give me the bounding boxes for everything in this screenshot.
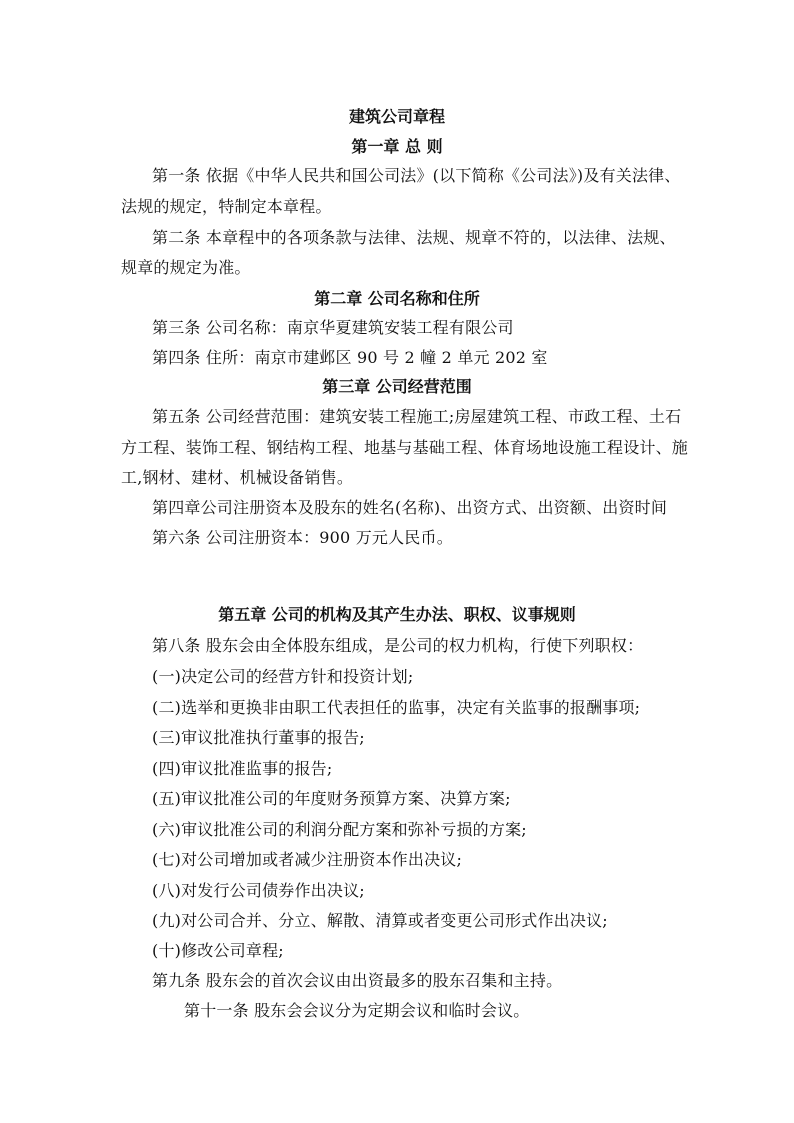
article-2-line-2: 规章的规定为准。: [121, 258, 251, 277]
chapter-5-heading: 第五章 公司的机构及其产生办法、职权、议事规则: [218, 605, 576, 624]
article-11: 第十一条 股东会会议分为定期会议和临时会议。: [184, 1001, 530, 1020]
chapter-1-heading: 第一章 总 则: [351, 137, 443, 156]
chapter-2-heading: 第二章 公司名称和住所: [314, 289, 480, 308]
power-item: (九)对公司合并、分立、解散、清算或者变更公司形式作出决议;: [152, 911, 608, 930]
article-3: 第三条 公司名称：南京华夏建筑安装工程有限公司: [152, 318, 514, 337]
chapter-3-heading: 第三章 公司经营范围: [322, 377, 472, 396]
power-item: (十)修改公司章程;: [152, 941, 284, 960]
power-item: (一)决定公司的经营方针和投资计划;: [152, 667, 414, 686]
article-5-line-3: 工,钢材、建材、机械设备销售。: [121, 468, 354, 487]
article-5-line-2: 方工程、装饰工程、钢结构工程、地基与基础工程、体育场地设施工程设计、施: [121, 438, 689, 457]
power-item: (七)对公司增加或者减少注册资本作出决议;: [152, 850, 463, 869]
power-item: (二)选举和更换非由职工代表担任的监事，决定有关监事的报酬事项;: [152, 698, 641, 717]
power-item: (四)审议批准监事的报告;: [152, 759, 333, 778]
power-item: (六)审议批准公司的利润分配方案和弥补亏损的方案;: [152, 820, 527, 839]
power-item: (八)对发行公司债券作出决议;: [152, 881, 365, 900]
article-9: 第九条 股东会的首次会议由出资最多的股东召集和主持。: [152, 971, 563, 990]
article-4: 第四条 住所：南京市建邺区 90 号 2 幢 2 单元 202 室: [152, 348, 548, 367]
document-title: 建筑公司章程: [348, 107, 445, 126]
power-item: (三)审议批准执行董事的报告;: [152, 728, 365, 747]
article-6: 第六条 公司注册资本：900 万元人民币。: [152, 528, 453, 547]
chapter-4-line: 第四章公司注册资本及股东的姓名(名称)、出资方式、出资额、出资时间: [152, 498, 668, 517]
article-8: 第八条 股东会由全体股东组成，是公司的权力机构，行使下列职权：: [152, 636, 644, 655]
article-1-line-2: 法规的规定，特制定本章程。: [121, 197, 332, 216]
article-1-line-1: 第一条 依据《中华人民共和国公司法》(以下简称《公司法》)及有关法律、: [152, 166, 681, 185]
article-2-line-1: 第二条 本章程中的各项条款与法律、法规、规章不符的，以法律、法规、: [152, 228, 676, 247]
power-item: (五)审议批准公司的年度财务预算方案、决算方案;: [152, 789, 511, 808]
article-5-line-1: 第五条 公司经营范围：建筑安装工程施工;房屋建筑工程、市政工程、土石: [152, 407, 682, 426]
